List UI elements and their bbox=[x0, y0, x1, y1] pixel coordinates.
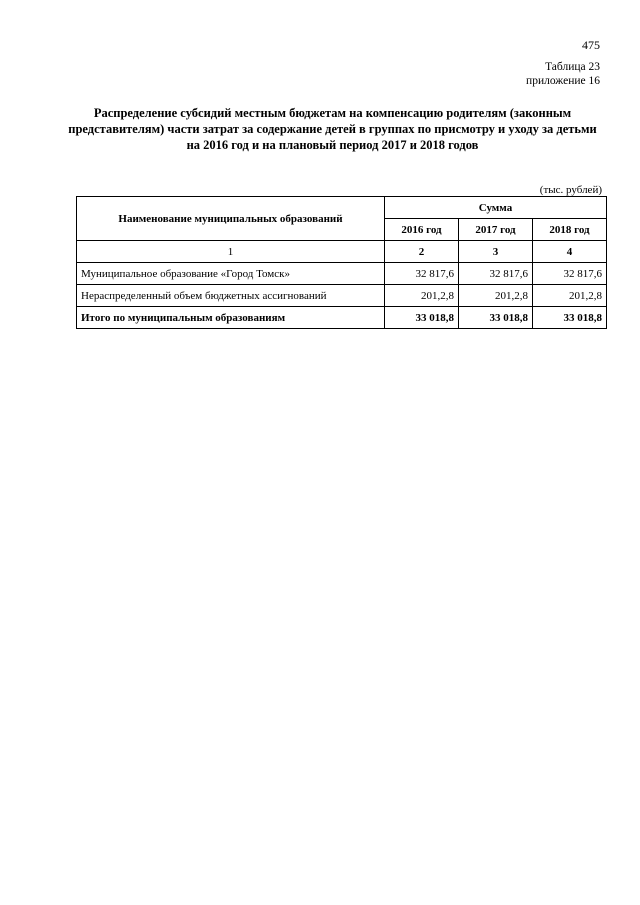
total-value-2016: 33 018,8 bbox=[385, 307, 459, 329]
total-label: Итого по муниципальным образованиям bbox=[77, 307, 385, 329]
units-label: (тыс. рублей) bbox=[539, 184, 602, 196]
row-name: Муниципальное образование «Город Томск» bbox=[77, 263, 385, 285]
row-value-2018: 32 817,6 bbox=[533, 263, 607, 285]
total-row bbox=[77, 307, 607, 329]
column-index-row bbox=[77, 241, 607, 263]
table-reference bbox=[526, 60, 600, 88]
row-value-2016: 201,2,8 bbox=[385, 285, 459, 307]
row-value-2018: 201,2,8 bbox=[533, 285, 607, 307]
row-value-2017: 32 817,6 bbox=[459, 263, 533, 285]
row-value-2017: 201,2,8 bbox=[459, 285, 533, 307]
subsidy-table bbox=[76, 196, 607, 329]
table-number: Таблица 23 bbox=[545, 61, 600, 73]
column-index: 4 bbox=[533, 241, 607, 263]
document-title: Распределение субсидий местным бюджетам на компенсацию родителям (законным представителям) части затрат за содержание детей в группах по присмотру и уходу за детьми на 2016 год и на плановый период 2017 и 2018 годов bbox=[68, 106, 597, 152]
row-value-2016: 32 817,6 bbox=[385, 263, 459, 285]
column-index: 2 bbox=[385, 241, 459, 263]
table-row bbox=[77, 285, 607, 307]
column-index: 3 bbox=[459, 241, 533, 263]
total-value-2017: 33 018,8 bbox=[459, 307, 533, 329]
total-value-2018: 33 018,8 bbox=[533, 307, 607, 329]
year-header-2018: 2018 год bbox=[533, 219, 607, 241]
row-name: Нераспределенный объем бюджетных ассигнований bbox=[77, 285, 385, 307]
appendix-number: приложение 16 bbox=[526, 75, 600, 87]
year-header-2016: 2016 год bbox=[385, 219, 459, 241]
page-number: 475 bbox=[582, 38, 600, 52]
name-column-header: Наименование муниципальных образований bbox=[77, 197, 385, 241]
sum-column-header: Сумма bbox=[385, 197, 607, 219]
column-index: 1 bbox=[77, 241, 385, 263]
header-row bbox=[77, 197, 607, 219]
year-header-2017: 2017 год bbox=[459, 219, 533, 241]
table-row bbox=[77, 263, 607, 285]
